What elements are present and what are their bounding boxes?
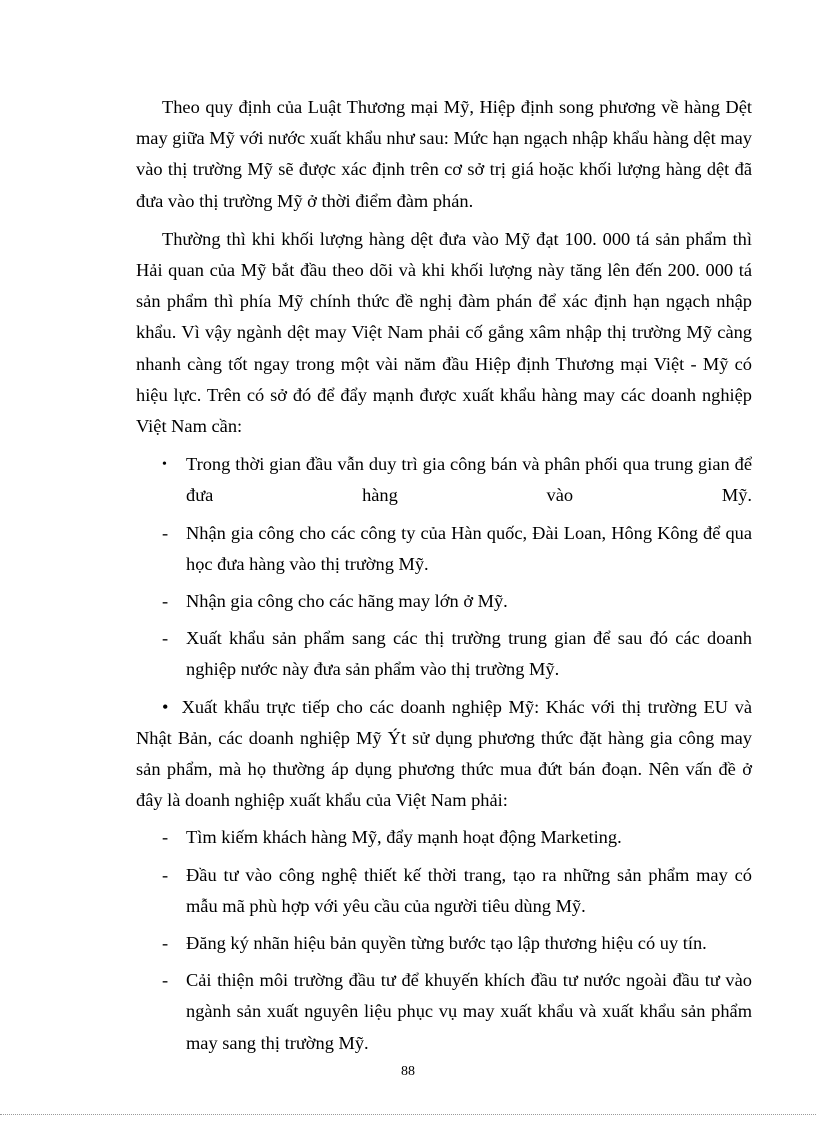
paragraph-quota-threshold: Thường thì khi khối lượng hàng dệt đưa vào Mỹ đạt 100. 000 tá sản phẩm thì Hải quan của Mỹ bắt đầu theo dõi và khi khối lượng này tăng lên đến 200. 000 tá sản phẩm thì phía Mỹ chính thức đề nghị đàm phán để xác định hạn ngạch nhập khẩu. Vì vậy ngành dệt may Việt Nam phải cố gắng xâm nhập thị trường Mỹ càng nhanh càng tốt ngay trong một vài năm đầu Hiệp định Thương mại Việt - Mỹ có hiệu lực. Trên có sở đó để đẩy mạnh được xuất khẩu hàng may các doanh nghiệp Việt Nam cần: (136, 228, 752, 437)
footer-divider (0, 1114, 816, 1115)
dash-text: Tìm kiếm khách hàng Mỹ, đẩy mạnh hoạt động Marketing. (186, 827, 622, 848)
dash-item (136, 860, 752, 922)
dash-marker: - (162, 628, 169, 649)
page-number: 88 (401, 1064, 415, 1079)
dash-marker: - (162, 933, 169, 954)
dash-text: Nhận gia công cho các hãng may lớn ở Mỹ. (186, 591, 508, 612)
dash-text: Nhận gia công cho các công ty của Hàn quốc, Đài Loan, Hông Kông để qua học đưa hàng vào thị trường Mỹ. (186, 522, 752, 574)
bullet-icon: • (162, 696, 169, 717)
dash-marker: - (162, 970, 169, 991)
bullet-text: Trong thời gian đầu vẫn duy trì gia công bán và phân phối qua trung gian để đưa hàng vào Mỹ. (186, 454, 752, 506)
dash-item (136, 518, 752, 580)
dash-item (136, 928, 752, 959)
dash-text: Xuất khẩu sản phẩm sang các thị trường trung gian để sau đó các doanh nghiệp nước này đưa sản phẩm vào thị trường Mỹ. (186, 628, 752, 680)
dash-text: Cải thiện môi trường đầu tư để khuyến khích đầu tư nước ngoài đầu tư vào ngành sản xuất nguyên liệu phục vụ may xuất khẩu và xuất khẩu sản phẩm may sang thị trường Mỹ. (186, 970, 752, 1053)
dash-marker: - (162, 864, 169, 885)
dash-marker: - (162, 591, 169, 612)
bullet-item-intermediary (136, 449, 752, 511)
bullet-text: Xuất khẩu trực tiếp cho các doanh nghiệp Mỹ: Khác với thị trường EU và Nhật Bản, các doanh nghiệp Mỹ Ýt sử dụng phương thức đặt hàng gia công may sản phẩm, mà họ thường áp dụng phương thức mua đứt bán đoạn. Nên vấn đề ở đây là doanh nghiệp xuất khẩu của Việt Nam phải: (136, 696, 752, 811)
dash-marker: - (162, 827, 169, 848)
dash-marker: - (162, 522, 169, 543)
dash-item (136, 822, 752, 853)
dash-text: Đầu tư vào công nghệ thiết kế thời trang, tạo ra những sản phẩm may có mẫu mã phù hợp với yêu cầu của người tiêu dùng Mỹ. (186, 864, 752, 916)
dash-item (136, 623, 752, 685)
bullet-icon: • (162, 457, 167, 473)
paragraph-trade-law: Theo quy định của Luật Thương mại Mỹ, Hiệp định song phương về hàng Dệt may giữa Mỹ với nước xuất khẩu như sau: Mức hạn ngạch nhập khẩu hàng dệt may vào thị trường Mỹ sẽ được xác định trên cơ sở trị giá hoặc khối lượng hàng dệt đã đưa vào thị trường Mỹ ở thời điểm đàm phán. (136, 97, 753, 211)
dash-text: Đăng ký nhãn hiệu bản quyền từng bước tạo lập thương hiệu có uy tín. (186, 933, 707, 954)
bullet-item-direct-export (136, 692, 752, 817)
dash-item (136, 965, 752, 1059)
dash-item (136, 586, 752, 617)
body-text (136, 92, 752, 1059)
